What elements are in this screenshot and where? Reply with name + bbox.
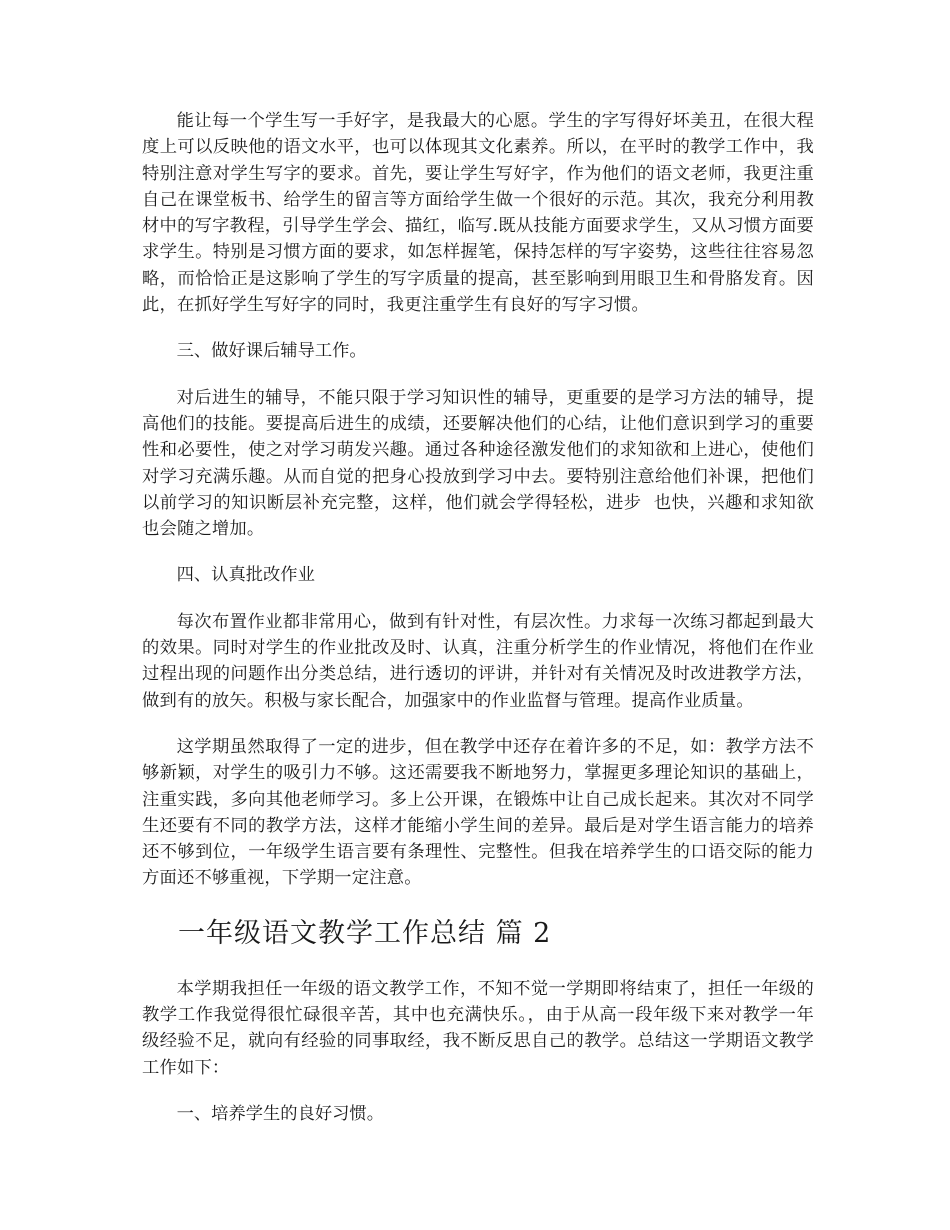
section-title-part-2: 一年级语文教学工作总结 篇 2 (178, 917, 552, 949)
paragraph-handwriting: 能让每一个学生写一手好字，是我最大的心愿。学生的字写得好坏美丑，在很大程度上可以反映他的语文水平，也可以体现其文化素养。所以，在平时的教学工作中，我特别注意对学生写字的要求。首先，要让学生写好字，作为他们的语文老师，我更注重自己在课堂板书、给学生的留言等方面给学生做一个很好的示范。其次，我充分利用教材中的写字教程，引导学生学会、描红，临写.既从技能方面要求学生，又从习惯方面要求学生。特别是习惯方面的要求，如怎样握笔，保持怎样的写字姿势，这些往往容易忽略，而恰恰正是这影响了学生的写字质量的提高，甚至影响到用眼卫生和骨胳发育。因此，在抓好学生写好字的同时，我更注重学生有良好的写字习惯。 (142, 111, 814, 316)
heading-good-habits: 一、培养学生的良好习惯。 (176, 1103, 384, 1124)
document-page (142, 108, 814, 1127)
paragraph-intro-part-2: 本学期我担任一年级的语文教学工作，不知不觉一学期即将结束了，担任一年级的教学工作我觉得很忙碌很辛苦，其中也充满快乐。，由于从高一段年级下来对教学一年级经验不足，就向有经验的同事取经，我不断反思自己的教学。总结这一学期语文教学工作如下： (142, 978, 814, 1078)
paragraph-shortcomings: 这学期虽然取得了一定的进步，但在教学中还存在着许多的不足，如：教学方法不够新颖，对学生的吸引力不够。这还需要我不断地努力，掌握更多理论知识的基础上，注重实践，多向其他老师学习。多上公开课，在锻炼中让自己成长起来。其次对不同学生还要有不同的教学方法，这样才能缩小学生间的差异。最后是对学生语言能力的培养还不够到位，一年级学生语言要有条理性、完整性。但我在培养学生的口语交际的能力方面还不够重视，下学期一定注意。 (142, 736, 814, 889)
heading-homework-correction: 四、认真批改作业 (176, 565, 315, 586)
paragraph-tutoring: 对后进生的辅导，不能只限于学习知识性的辅导，更重要的是学习方法的辅导，提高他们的技能。要提高后进生的成绩，还要解决他们的心结，让他们意识到学习的重要性和必要性，使之对学习萌发兴趣。通过各种途径激发他们的求知欲和上进心，使他们对学习充满乐趣。从而自觉的把身心投放到学习中去。要特别注意给他们补课，把他们以前学习的知识断层补充完整，这样，他们就会学得轻松，进步 也快，兴趣和求知欲也会随之增加。 (142, 387, 814, 540)
heading-after-class-tutoring: 三、做好课后辅导工作。 (176, 341, 367, 362)
paragraph-homework: 每次布置作业都非常用心，做到有针对性，有层次性。力求每一次练习都起到最大的效果。同时对学生的作业批改及时、认真，注重分析学生的作业情况，将他们在作业过程出现的问题作出分类总结，进行透切的评讲，并针对有关情况及时改进教学方法，做到有的放矢。积极与家长配合，加强家中的作业监督与管理。提高作业质量。 (142, 611, 814, 711)
